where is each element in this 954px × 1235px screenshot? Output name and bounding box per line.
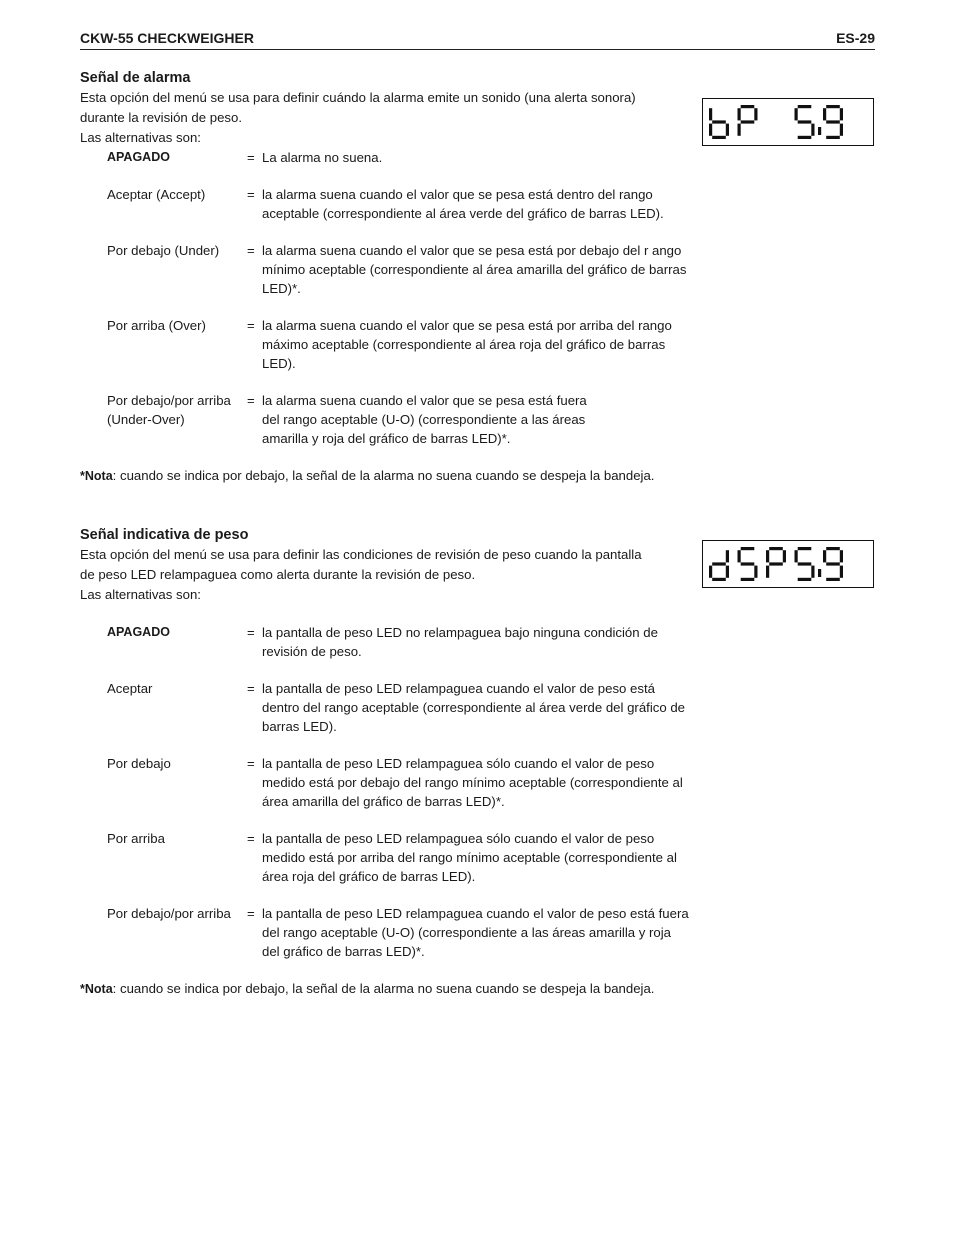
option-description-line: del rango aceptable (U-O) (correspondiente a las áreas [262,412,586,427]
alternatives-label: Las alternativas son: [80,130,201,145]
section-title: Señal indicativa de peso [80,527,249,543]
lcd-segment [783,550,786,562]
option-description-line: la alarma suena cuando el valor que se pesa está fuera [262,393,587,408]
option-description [262,391,692,448]
option-item [107,148,697,185]
lcd-segment [798,547,812,550]
option-equals: = [247,906,255,921]
option-name: Aceptar (Accept) [107,187,206,202]
lcd-segment [712,120,726,123]
option-equals: = [247,187,255,202]
lcd-segment [769,547,783,550]
lcd-display-dsps [702,540,874,588]
intro-line: Esta opción del menú se usa para definir las condiciones de revisión de peso cuando la pantalla [80,547,642,562]
alternatives-label: Las alternativas son: [80,587,201,602]
option-description: la pantalla de peso LED relampaguea sólo cuando el valor de peso medido está por debajo del rango mínimo aceptable (correspondiente al área amarilla del gráfico de barras LED)*. [262,756,683,809]
note [80,466,660,486]
option-item [107,754,697,829]
lcd-segment [738,124,741,136]
lcd-segment [795,108,798,120]
option-equals: = [247,243,255,258]
lcd-decimal-mark [818,569,821,577]
note-text: : cuando se indica por debajo, la señal de la alarma no suena cuando se despeja la bandeja. [112,981,655,996]
lcd-segment [726,550,729,562]
lcd-segment [826,547,840,550]
lcd-segment [738,550,741,562]
option-equals: = [247,756,255,771]
option-equals: = [247,150,255,165]
option-name [107,391,247,429]
option-equals: = [247,681,255,696]
option-item [107,391,697,466]
lcd-segment [826,578,840,581]
lcd-segment [712,562,726,565]
option-description: La alarma no suena. [262,150,383,165]
weight-signal-section [80,525,695,999]
lcd-display-bp [702,98,874,146]
lcd-segment [754,108,757,120]
option-description: la alarma suena cuando el valor que se pesa está por arriba del rango máximo aceptable (correspondiente al área roja del gráfico de barras LED). [262,318,672,371]
lcd-segment [709,108,712,120]
option-item [107,316,697,391]
option-item [107,829,697,904]
option-item [107,904,697,979]
note [80,979,660,999]
lcd-segment [741,578,755,581]
note-label: *Nota [80,469,113,483]
lcd-segment [741,105,755,108]
option-description: la pantalla de peso LED no relampaguea bajo ninguna condición de revisión de peso. [262,625,658,659]
options-list [107,623,697,979]
lcd-segment [798,136,812,139]
lcd-segment [726,566,729,578]
lcd-segment [798,105,812,108]
lcd-segment [766,550,769,562]
seven-segment-readout [703,99,872,144]
option-description: la alarma suena cuando el valor que se pesa está dentro del rango aceptable (correspondiente al área verde del gráfico de barras LED). [262,187,664,221]
option-name: Por arriba (Over) [107,318,206,333]
lcd-segment [798,562,812,565]
alarm-section [80,68,695,486]
lcd-segment [840,550,843,562]
option-equals: = [247,393,255,408]
lcd-segment [795,550,798,562]
option-description: la alarma suena cuando el valor que se pesa está por debajo del r ango mínimo aceptable (correspondiente al área amarilla del gráfico de barras LED)*. [262,243,687,296]
lcd-segment [726,124,729,136]
option-description-line: amarilla y roja del gráfico de barras LED)*. [262,431,511,446]
option-name: Por debajo [107,756,171,771]
header-rule [80,49,875,50]
seven-segment-readout [703,541,872,586]
option-name-line: Por debajo/por arriba [107,393,231,408]
lcd-segment [840,566,843,578]
lcd-segment [709,124,712,136]
lcd-segment [769,562,783,565]
lcd-segment [840,108,843,120]
option-description: la pantalla de peso LED relampaguea sólo cuando el valor de peso medido está por arriba del rango mínimo aceptable (correspondiente al área roja del gráfico de barras LED). [262,831,677,884]
note-label: *Nota [80,982,113,996]
lcd-segment [823,108,826,120]
lcd-segment [738,108,741,120]
document-title: CKW-55 CHECKWEIGHER [80,30,254,46]
option-description: la pantalla de peso LED relampaguea cuando el valor de peso está fuera del rango aceptable (U-O) (correspondiente a las áreas amarilla y roja del gráfico de barras LED)*. [262,906,689,959]
lcd-segment [741,120,755,123]
option-name: Aceptar [107,681,153,696]
option-equals: = [247,625,255,640]
note-text: : cuando se indica por debajo, la señal de la alarma no suena cuando se despeja la bandeja. [112,468,655,483]
option-item [107,185,697,241]
option-equals: = [247,831,255,846]
option-name: APAGADO [107,150,170,164]
option-name: Por debajo/por arriba [107,906,231,921]
option-description: la pantalla de peso LED relampaguea cuando el valor de peso está dentro del rango aceptable (correspondiente al área verde del gráfico de barras LED). [262,681,686,734]
intro-line: de peso LED relampaguea como alerta durante la revisión de peso. [80,567,476,582]
lcd-segment [811,566,814,578]
page-number: ES-29 [836,30,875,46]
lcd-segment [754,566,757,578]
lcd-segment [826,105,840,108]
intro-line: durante la revisión de peso. [80,110,243,125]
options-list [107,148,697,466]
page-header [80,30,875,50]
lcd-segment [798,120,812,123]
lcd-segment [826,136,840,139]
lcd-segment [712,578,726,581]
section-title: Señal de alarma [80,70,191,86]
option-name: Por debajo (Under) [107,243,220,258]
lcd-segment [811,124,814,136]
lcd-decimal-mark [818,127,821,135]
option-name: APAGADO [107,625,170,639]
lcd-segment [766,566,769,578]
option-item [107,679,697,754]
lcd-segment [826,120,840,123]
lcd-segment [712,136,726,139]
option-name: Por arriba [107,831,165,846]
option-name-line: (Under-Over) [107,412,185,427]
lcd-segment [798,578,812,581]
option-equals: = [247,318,255,333]
lcd-segment [741,562,755,565]
intro-line: Esta opción del menú se usa para definir cuándo la alarma emite un sonido (una alerta sonora) [80,90,636,105]
lcd-segment [709,566,712,578]
lcd-segment [826,562,840,565]
option-item [107,241,697,316]
lcd-segment [840,124,843,136]
lcd-segment [823,550,826,562]
lcd-segment [741,547,755,550]
option-item [107,623,697,679]
